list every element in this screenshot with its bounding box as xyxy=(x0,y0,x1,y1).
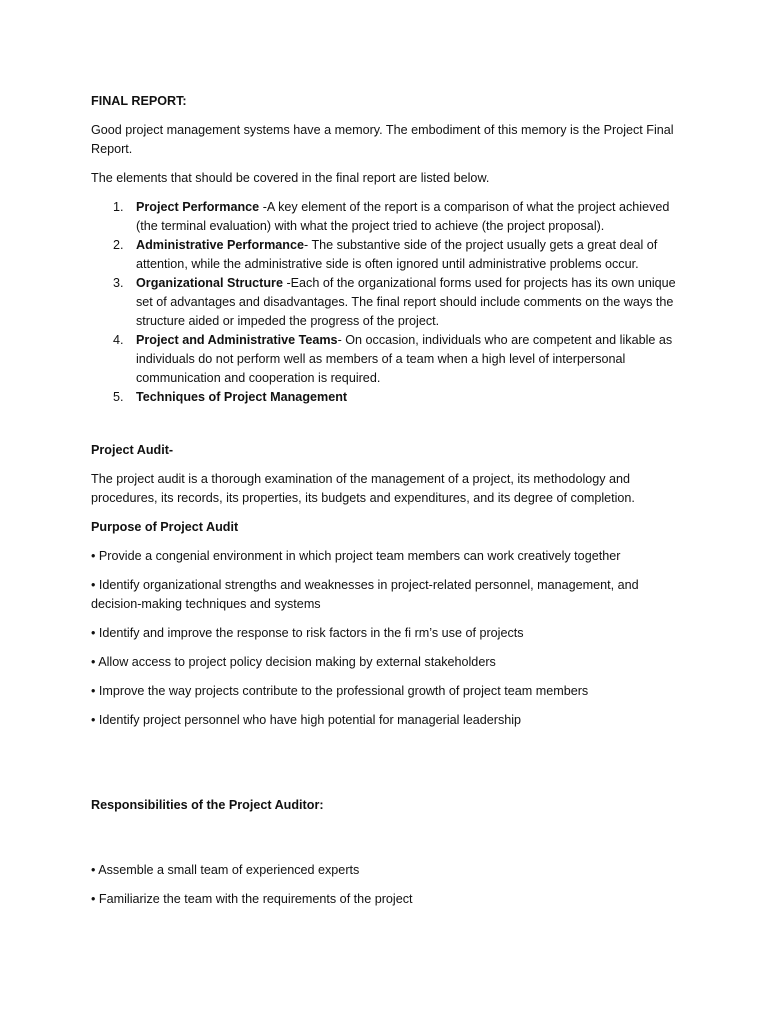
list-item-title: Project and Administrative Teams xyxy=(136,333,338,347)
list-item-title: Techniques of Project Management xyxy=(136,390,348,404)
purpose-item: • Identify organizational strengths and weaknesses in project-related personnel, management, and decision-making techniques and systems xyxy=(91,578,639,611)
purpose-item: • Identify project personnel who have high potential for managerial leadership xyxy=(91,713,522,727)
list-item-title: Organizational Structure xyxy=(136,276,283,290)
list-item-title: Project Performance xyxy=(136,200,260,214)
project-audit-heading: Project Audit- xyxy=(91,443,174,457)
purpose-item: • Allow access to project policy decision making by external stakeholders xyxy=(91,655,496,669)
project-audit-description: The project audit is a thorough examination of the management of a project, its methodology and procedures, its records, its properties, its budgets and expenditures, and its degree of completion. xyxy=(91,472,635,505)
elements-list xyxy=(91,198,681,407)
document-page xyxy=(91,92,681,919)
responsibility-item: • Familiarize the team with the requirements of the project xyxy=(91,892,413,906)
spacer xyxy=(91,825,681,861)
list-item-number: 3. xyxy=(113,276,124,290)
list-item xyxy=(91,331,681,388)
elements-lead: The elements that should be covered in the final report are listed below. xyxy=(91,171,490,185)
spacer xyxy=(91,407,681,441)
purpose-heading: Purpose of Project Audit xyxy=(91,520,239,534)
purpose-item: • Identify and improve the response to risk factors in the fi rm’s use of projects xyxy=(91,626,524,640)
auditor-heading: Responsibilities of the Project Auditor: xyxy=(91,798,324,812)
list-item-text: - On occasion, individuals who are competent and likable as individuals do not perform well as members of a team when a high level of interpersonal communication and cooperation is required. xyxy=(136,333,673,385)
list-item-number: 2. xyxy=(113,238,124,252)
list-item-number: 5. xyxy=(113,390,124,404)
list-item-number: 4. xyxy=(113,333,124,347)
list-item-text: -A key element of the report is a comparison of what the project achieved (the terminal evaluation) with what the project tried to achieve (the project proposal). xyxy=(136,200,670,233)
list-item xyxy=(91,274,681,331)
list-item-number: 1. xyxy=(113,200,124,214)
list-item-title: Administrative Performance xyxy=(136,238,304,252)
spacer xyxy=(91,740,681,796)
responsibility-item: • Assemble a small team of experienced experts xyxy=(91,863,360,877)
purpose-item: • Improve the way projects contribute to the professional growth of project team members xyxy=(91,684,589,698)
list-item xyxy=(91,236,681,274)
list-item xyxy=(91,198,681,236)
final-report-heading: FINAL REPORT: xyxy=(91,94,187,108)
list-item-text: -Each of the organizational forms used for projects has its own unique set of advantages and disadvantages. The final report should include comments on the ways the structure aided or impeded the progress of the project. xyxy=(136,276,676,328)
list-item-text: - The substantive side of the project usually gets a great deal of attention, while the administrative side is often ignored until administrative problems occur. xyxy=(136,238,658,271)
list-item xyxy=(91,388,681,407)
purpose-item: • Provide a congenial environment in which project team members can work creatively together xyxy=(91,549,621,563)
final-report-intro: Good project management systems have a memory. The embodiment of this memory is the Project Final Report. xyxy=(91,123,674,156)
